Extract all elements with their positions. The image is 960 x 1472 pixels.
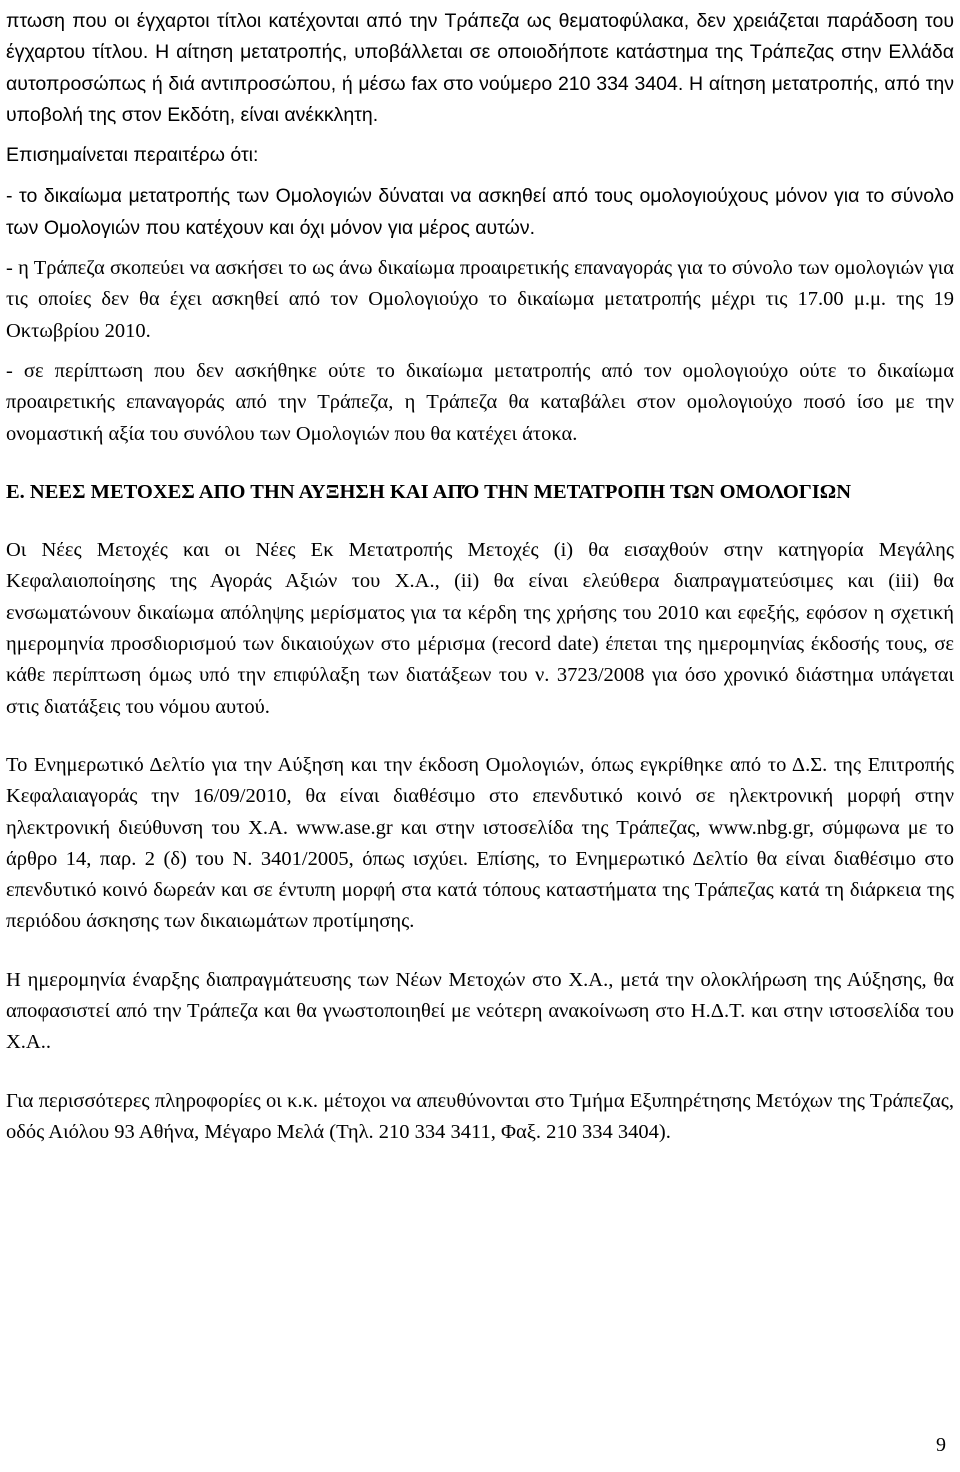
paragraph-conversion-request-part1: πτωση που οι έγχαρτοι τίτλοι κατέχονται από την Τράπεζα ως θεματοφύλακα, δεν χρειάζεται παράδοση του έγχαρτου τίτλου. Η αίτηση μετατροπής, υποβάλλεται σε οποιοδήποτε κατάστημα της Τράπεζας στην Ελλάδα αυτοπροσώπως ή διά αντιπροσώπου, ή μέσω fax στο νούμερο 210 334 3404. (6, 10, 954, 95)
paragraph-conversion-request (6, 6, 954, 131)
paragraph-new-shares: Οι Νέες Μετοχές και οι Νέες Εκ Μετατροπής Μετοχές (i) θα εισαχθούν στην κατηγορία Μεγάλης Κεφαλαιοποίησης της Αγοράς Αξιών του Χ.Α., (ii) θα είναι ελεύθερα διαπραγματεύσιμες και (iii) θα ενσωματώνουν δικαίωμα απόληψης μερίσματος για τα κέρδη της χρήσης του 2010 και εφεξής, εφόσον η σχετική ημερομηνία προσδιορισμού των δικαιούχων στο μέρισμα (record date) έπεται της ημερομηνίας έκδοσής τους, σε κάθε περίπτωση όμως υπό την επιφύλαξη των διατάξεων του ν. 3723/2008 για όσο χρονικό διάστημα υπάγεται στις διατάξεις του νόμου αυτού. (6, 539, 954, 718)
paragraph-note-intro: Επισημαίνεται περαιτέρω ότι: (6, 144, 259, 167)
paragraph-contact-info: Για περισσότερες πληροφορίες οι κ.κ. μέτοχοι να απευθύνονται στο Τμήμα Εξυπηρέτησης Μετόχων της Τράπεζας, οδός Αιόλου 93 Αθήνα, Μέγαρο Μελά (Τηλ. 210 334 3411, Φαξ. 210 334 3404). (6, 1089, 954, 1143)
paragraph-bullet-repurchase: - η Τράπεζα σκοπεύει να ασκήσει το ως άνω δικαίωμα προαιρετικής επαναγοράς για το σύνολο των ομολογιών για τις οποίες δεν θα έχει ασκηθεί από τον Ομολογιούχο το δικαίωμα μετατροπής μέχρι τις 17.00 μ.μ. της 19 Οκτωβρίου 2010. (6, 257, 954, 342)
paragraph-bullet-nominal-value: - σε περίπτωση που δεν ασκήθηκε ούτε το δικαίωμα μετατροπής από τον ομολογιούχο ούτε το δικαίωμα προαιρετικής επαναγοράς από την Τράπεζα, η Τράπεζα θα καταβάλει στον ομολογιούχο ποσό ίσο με την ονομαστική αξία του συνόλου των Ομολογιών που θα κατέχει άτοκα. (6, 359, 954, 445)
paragraph-prospectus: Το Ενημερωτικό Δελτίο για την Αύξηση και την έκδοση Ομολογιών, όπως εγκρίθηκε από το Δ.Σ. της Επιτροπής Κεφαλαιαγοράς την 16/09/2010, θα είναι διαθέσιμο στο επενδυτικό κοινό σε ηλεκτρονική μορφή στην ηλεκτρονική διεύθυνση του Χ.Α. www.ase.gr και στην ιστοσελίδα της Τράπεζας, www.nbg.gr, σύμφωνα με το άρθρο 14, παρ. 2 (δ) του Ν. 3401/2005, όπως ισχύει. Επίσης, το Ενημερωτικό Δελτίο θα είναι διαθέσιμο στο επενδυτικό κοινό δωρεάν και σε έντυπη μορφή στα κατά τόπους καταστήματα της Τράπεζας κατά τη διάρκεια της περιόδου άσκησης των δικαιωμάτων προτίμησης. (6, 753, 954, 933)
paragraph-trading-start: Η ημερομηνία έναρξης διαπραγμάτευσης των Νέων Μετοχών στο Χ.Α., μετά την ολοκλήρωση της Αύξησης, θα αποφασιστεί από την Τράπεζα και θα γνωστοποιηθεί με νεότερη ανακοίνωση στο Η.Δ.Τ. και στην ιστοσελίδα του Χ.Α.. (6, 968, 954, 1054)
paragraph-bullet-conversion-right: - το δικαίωμα μετατροπής των Ομολογιών δύναται να ασκηθεί από τους ομολογιούχους μόνον για το σύνολο των Ομολογιών που κατέχουν και όχι μόνον για μέρος αυτών. (6, 185, 954, 239)
document-body (6, 6, 954, 1148)
paragraph-conversion-request-part2: Η αίτηση μετατροπής, από την υποβολή της στον Εκδότη, είναι ανέκκλητη. (6, 72, 955, 126)
section-heading: Ε. ΝΕΕΣ ΜΕΤΟΧΕΣ ΑΠΟ ΤΗΝ ΑΥΞΗΣΗ ΚΑΙ ΑΠΌ ΤΗΝ ΜΕΤΑΤΡΟΠΗ ΤΩΝ ΟΜΟΛΟΓΙΩΝ (6, 480, 852, 503)
page-number: 9 (936, 1434, 946, 1456)
